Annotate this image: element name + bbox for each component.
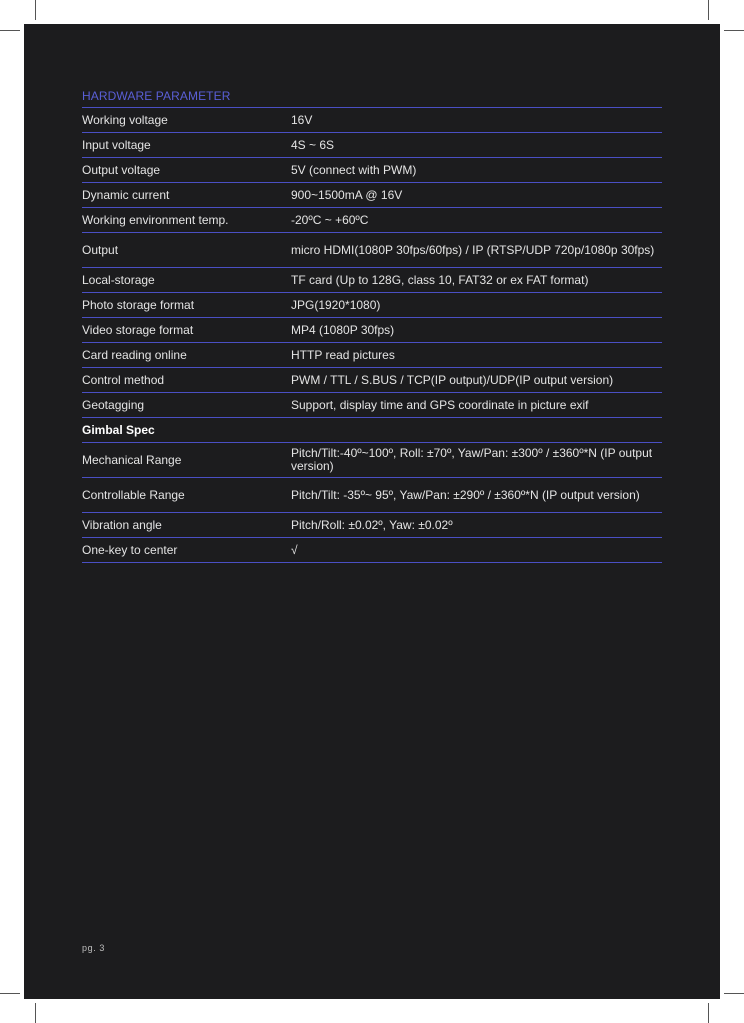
row-value: TF card (Up to 128G, class 10, FAT32 or ex FAT format) [291,272,589,287]
row-value: 900~1500mA @ 16V [291,187,403,202]
crop-mark [0,993,20,994]
section-title: HARDWARE PARAMETER [82,86,662,108]
row-label: Video storage format [82,323,194,337]
row-value: MP4 (1080P 30fps) [291,322,395,337]
table-row [82,233,662,268]
spec-table [82,86,662,563]
row-value: JPG(1920*1080) [291,297,381,312]
table-row [82,158,662,183]
crop-mark [708,0,709,20]
table-row [82,293,662,318]
table-row [82,133,662,158]
row-value: Pitch/Tilt: -35º~ 95º, Yaw/Pan: ±290º / ±360º*N (IP output version) [291,487,640,502]
row-label: Geotagging [82,398,145,412]
row-value: 5V (connect with PWM) [291,162,417,177]
row-value: Pitch/Roll: ±0.02º, Yaw: ±0.02º [291,517,453,532]
row-value: 4S ~ 6S [291,137,335,152]
row-value: Pitch/Tilt:-40º~100º, Roll: ±70º, Yaw/Pan: ±300º / ±360º*N (IP output version) [291,446,653,473]
crop-mark [724,30,744,31]
table-row [82,478,662,513]
subsection-heading-row [82,418,662,443]
row-value: 16V [291,112,313,127]
row-value: PWM / TTL / S.BUS / TCP(IP output)/UDP(IP output version) [291,372,614,387]
row-value: √ [291,542,298,557]
row-label: Output [82,243,119,257]
subsection-heading: Gimbal Spec [82,423,155,437]
row-label: Control method [82,373,165,387]
table-row [82,208,662,233]
crop-mark [0,30,20,31]
table-row [82,318,662,343]
table-row [82,183,662,208]
row-label: Mechanical Range [82,453,182,467]
table-row [82,393,662,418]
row-label: One-key to center [82,543,178,557]
row-value-empty [291,428,662,432]
table-row [82,443,662,478]
table-row [82,108,662,133]
row-value: Support, display time and GPS coordinate in picture exif [291,397,589,412]
row-label: Photo storage format [82,298,195,312]
crop-mark [708,1003,709,1023]
row-label: Controllable Range [82,488,185,502]
row-value: HTTP read pictures [291,347,395,362]
crop-mark [35,0,36,20]
table-row [82,268,662,293]
crop-mark [724,993,744,994]
page-number: pg. 3 [82,943,106,953]
crop-mark [35,1003,36,1023]
row-label: Card reading online [82,348,187,362]
row-label: Output voltage [82,163,161,177]
row-value: micro HDMI(1080P 30fps/60fps) / IP (RTSP/UDP 720p/1080p 30fps) [291,242,655,257]
table-row [82,368,662,393]
row-label: Working voltage [82,113,168,127]
row-label: Dynamic current [82,188,170,202]
table-row [82,343,662,368]
row-label: Vibration angle [82,518,162,532]
table-row [82,538,662,563]
row-value: -20ºC ~ +60ºC [291,212,369,227]
row-label: Working environment temp. [82,213,229,227]
row-label: Local-storage [82,273,155,287]
table-row [82,513,662,538]
row-label: Input voltage [82,138,151,152]
